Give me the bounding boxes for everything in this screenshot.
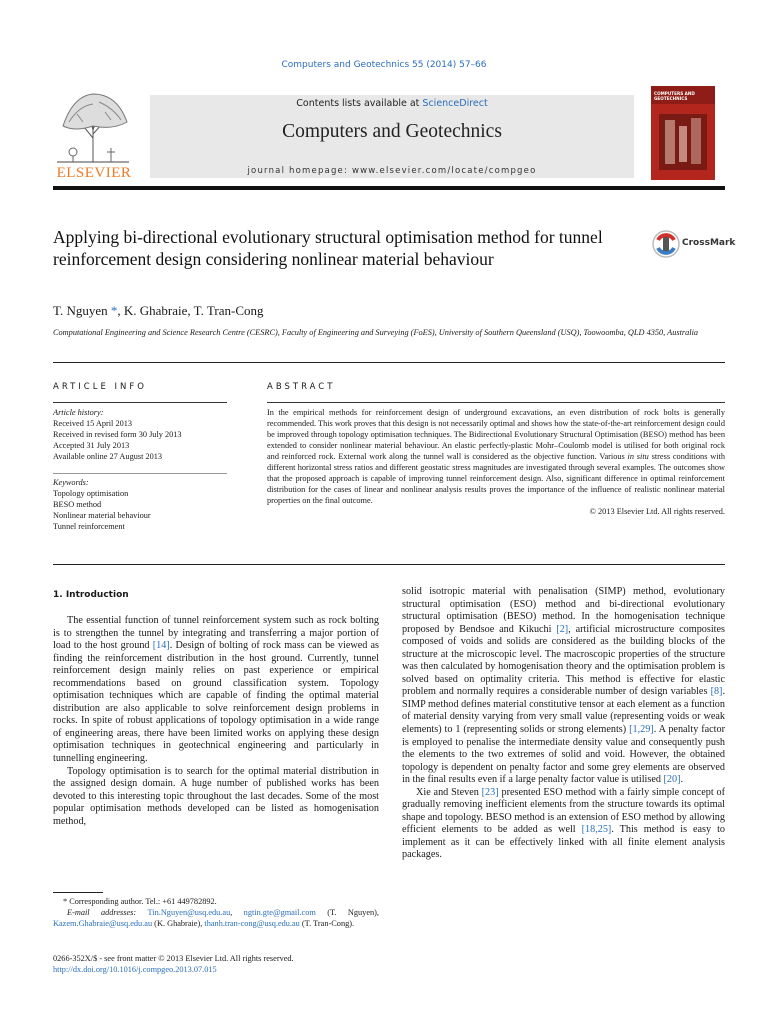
elsevier-tree-icon bbox=[53, 86, 135, 164]
author-first: T. Nguyen bbox=[53, 303, 111, 318]
crossmark-label: CrossMark bbox=[682, 238, 736, 248]
elsevier-logo bbox=[53, 86, 135, 182]
citation-link[interactable]: [1,29] bbox=[629, 724, 654, 736]
abstract-part: In the empirical methods for reinforcement design of underground excavations, an even distribution of rock bolts is generally recommended. This work proves that this design is not necessarily optimal and shows how the state-of-the-art reinforcement design could be improved through topology optimisation techniques. The Bidirectional Evolutionary Structural Optimisation (BESO) method has been extended to consider nonlinear material behaviour. An elastic perfectly-plastic Mohr–Coulomb model is utilised for both original rock and reinforced rock. External work along the tunnel wall is considered as the objective function. Various bbox=[267, 408, 725, 461]
contents-line bbox=[150, 98, 634, 109]
paragraph: Xie and Steven [23] presented ESO method with a fairly simple concept of gradually removing inefficient elements from the structure towards its optimal shape and topology. BESO method is an extension of ESO method by allowing efficient elements to be added as well [18,25]. This method is easy to implement as it can be effectively linked with all finite element analysis packages. bbox=[402, 786, 725, 861]
journal-banner bbox=[150, 95, 634, 178]
journal-cover-image bbox=[651, 86, 715, 180]
article-info-heading: ARTICLE INFO bbox=[53, 382, 147, 392]
footnote: * Corresponding author. Tel.: +61 449782892. E-mail addresses: Tin.Nguyen@usq.edu.au, ngtin.gte@gmail.com (T. Nguyen), Kazem.Ghabraie@usq.edu.au (K. Ghabraie), thanh.tran-cong@usq.edu.au (T. Tran-Cong). bbox=[53, 897, 379, 928]
keywords-label: Keywords: bbox=[53, 478, 89, 487]
author-others: , K. Ghabraie, T. Tran-Cong bbox=[117, 303, 264, 318]
author-list bbox=[53, 303, 264, 319]
history-item: Available online 27 August 2013 bbox=[53, 452, 163, 461]
corresponding-author-note: * Corresponding author. Tel.: +61 449782892. bbox=[63, 897, 217, 906]
paragraph: solid isotropic material with penalisation (SIMP) method, evolutionary structural optimisation (ESO) method and bi-directional evolutionary structural optimisation (BESO) method. In the homogenisation technique proposed by Bendsoe and Kikuchi [2], artificial microstructure composites composed of voids and solids are considered as the building blocks of the structure at the microscopic level. The macroscopic properties of the structure was then calculated by homogenisation theory and the optimisation problem is solved based on optimality criteria. This method is effective for elastic problem and normally requires a considerable number of design variables [8]. SIMP method defines material constitutive tensor at each element as a function of material density varying from very small value (representing voids or weak elements) to 1 (representing solids or strong elements) [1,29]. A penalty factor is employed to penalise the intermediate density value and consequently push the elements to the two extremes of solid and void. However, the obtained topology is dependent on penalty factor and some grey elements are observed in the final results even if a large penalty factor value is utilised [20]. bbox=[402, 586, 725, 786]
citation-link[interactable]: [20] bbox=[663, 774, 681, 786]
divider bbox=[53, 473, 227, 474]
journal-homepage[interactable]: journal homepage: www.elsevier.com/locate/compgeo bbox=[247, 166, 537, 176]
divider bbox=[53, 362, 725, 363]
citation-link[interactable]: [2] bbox=[556, 623, 569, 635]
issn-line: 0266-352X/$ - see front matter © 2013 Elsevier Ltd. All rights reserved. bbox=[53, 954, 294, 963]
header-rule bbox=[53, 186, 725, 190]
cover-title: COMPUTERS AND GEOTECHNICS bbox=[654, 91, 695, 101]
email-link[interactable]: thanh.tran-cong@usq.edu.au bbox=[204, 919, 300, 928]
citation-link[interactable]: [8] bbox=[710, 686, 723, 698]
section-heading: 1. Introduction bbox=[53, 590, 129, 600]
email-link[interactable]: Tin.Nguyen@usq.edu.au bbox=[147, 908, 231, 917]
history-item: Received in revised form 30 July 2013 bbox=[53, 430, 182, 439]
citation-link[interactable]: [14] bbox=[152, 640, 170, 652]
body-column-right bbox=[402, 586, 725, 862]
email-link[interactable]: Kazem.Ghabraie@usq.edu.au bbox=[53, 919, 153, 928]
email-label: E-mail addresses: bbox=[67, 908, 148, 917]
doi-link[interactable]: http://dx.doi.org/10.1016/j.compgeo.2013.07.015 bbox=[53, 965, 217, 974]
paragraph: The essential function of tunnel reinforcement system such as rock bolting is to strengthen the tunnel by integrating and transferring a major portion of load to the host ground [14]. Design of bolting of rock mass can be viewed as finding the reinforcement distribution in the host ground. Currently, tunnel reinforcement design mainly relies on past experience or empirical recommendations based on ground classification system. Topology optimisation techniques which are capable of finding the optimal material distribution are also applicable to solve reinforcement design problems in rocks. In spite of robust applications of topology optimisation in a wide range of engineering areas, there have been limited works on applying these design optimisation techniques in geotechnical engineering and particularly in tunnelling engineering. bbox=[53, 615, 379, 765]
abstract-copyright: © 2013 Elsevier Ltd. All rights reserved. bbox=[589, 507, 725, 516]
citation-link[interactable]: [23] bbox=[481, 786, 499, 798]
divider bbox=[267, 402, 725, 403]
abstract-italic: in situ bbox=[627, 452, 649, 461]
contents-prefix: Contents lists available at bbox=[296, 98, 423, 109]
keyword: Topology optimisation bbox=[53, 489, 129, 498]
article-title: Applying bi-directional evolutionary structural optimisation method for tunnel reinforcement design considering nonlinear material behaviour bbox=[53, 227, 603, 269]
divider bbox=[53, 564, 725, 565]
paragraph: Topology optimisation is to search for the optimal material distribution in the assigned design domain. A huge number of published works has been devoted to this interesting topic throughout the last decades. Some of the most popular optimisation methods developed can be listed as homogenisation method, bbox=[53, 765, 379, 827]
citation-link[interactable]: [18,25] bbox=[581, 824, 612, 836]
keywords bbox=[53, 477, 151, 532]
keyword: Nonlinear material behaviour bbox=[53, 511, 151, 520]
sciencedirect-link[interactable]: ScienceDirect bbox=[422, 98, 488, 109]
affiliation: Computational Engineering and Science Research Centre (CESRC), Faculty of Engineering and Surveying (FoES), University of Southern Queensland (USQ), Toowoomba, QLD 4350, Australia bbox=[53, 328, 699, 337]
divider bbox=[53, 402, 227, 403]
abstract-heading: ABSTRACT bbox=[267, 382, 336, 392]
abstract-part: stress conditions with different horizontal stress ratios and different geostatic stress magnitudes are investigated through several examples. The outcomes show that the proposed approach is capable of improving tunnel reinforcement design. Also, significant difference in optimal reinforcement distribution for the cases of linear and nonlinear analysis results proves the importance of the influence of realistic nonlinear material properties on the final outcome. bbox=[267, 452, 726, 505]
footnote-rule bbox=[53, 892, 103, 893]
article-history bbox=[53, 407, 182, 462]
history-label: Article history: bbox=[53, 408, 104, 417]
keyword: BESO method bbox=[53, 500, 102, 509]
corresponding-author-star[interactable]: * bbox=[110, 303, 118, 318]
history-item: Accepted 31 July 2013 bbox=[53, 441, 130, 450]
abstract-text bbox=[267, 407, 725, 517]
elsevier-wordmark: ELSEVIER bbox=[56, 165, 132, 181]
keyword: Tunnel reinforcement bbox=[53, 522, 125, 531]
crossmark-badge[interactable] bbox=[652, 230, 736, 260]
crossmark-icon bbox=[652, 230, 680, 258]
history-item: Received 15 April 2013 bbox=[53, 419, 133, 428]
page-footer bbox=[53, 953, 294, 975]
journal-title: Computers and Geotechnics bbox=[282, 121, 502, 142]
email-link[interactable]: ngtin.gte@gmail.com bbox=[243, 908, 316, 917]
body-column-left bbox=[53, 615, 379, 828]
journal-reference[interactable]: Computers and Geotechnics 55 (2014) 57–66 bbox=[281, 60, 487, 70]
